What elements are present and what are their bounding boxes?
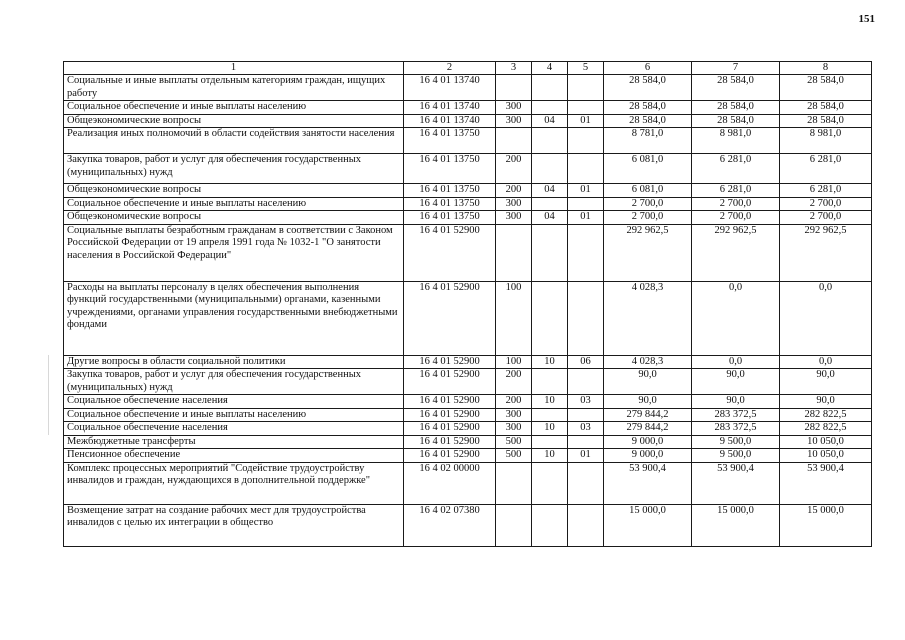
cell-name: Социальное обеспечение и иные выплаты населению xyxy=(64,197,404,211)
cell-amount-year-2: 8 981,0 xyxy=(692,128,780,154)
cell-expense-type: 300 xyxy=(496,422,532,436)
table-row xyxy=(64,75,872,101)
cell-amount-year-3: 53 900,4 xyxy=(780,462,872,504)
cell-subsection: 01 xyxy=(568,449,604,463)
cell-section xyxy=(532,101,568,115)
cell-target-article: 16 4 01 52900 xyxy=(404,449,496,463)
cell-amount-year-2: 283 372,5 xyxy=(692,408,780,422)
cell-target-article: 16 4 02 00000 xyxy=(404,462,496,504)
cell-name: Реализация иных полномочий в области содействия занятости населения xyxy=(64,128,404,154)
cell-subsection xyxy=(568,128,604,154)
cell-name: Общеэкономические вопросы xyxy=(64,114,404,128)
table-row xyxy=(64,395,872,409)
cell-section xyxy=(532,462,568,504)
cell-expense-type: 200 xyxy=(496,369,532,395)
cell-amount-year-2: 9 500,0 xyxy=(692,449,780,463)
cell-amount-year-2: 28 584,0 xyxy=(692,114,780,128)
cell-subsection: 03 xyxy=(568,395,604,409)
scan-margin-line xyxy=(48,355,49,435)
cell-name: Социальное обеспечение и иные выплаты населению xyxy=(64,408,404,422)
cell-target-article: 16 4 01 13750 xyxy=(404,154,496,184)
cell-target-article: 16 4 01 13750 xyxy=(404,197,496,211)
cell-name: Общеэкономические вопросы xyxy=(64,184,404,198)
cell-subsection xyxy=(568,435,604,449)
cell-amount-year-3: 282 822,5 xyxy=(780,408,872,422)
header-row xyxy=(64,62,872,75)
cell-amount-year-3: 28 584,0 xyxy=(780,75,872,101)
cell-name: Социальное обеспечение населения xyxy=(64,395,404,409)
cell-name: Социальное обеспечение населения xyxy=(64,422,404,436)
cell-subsection xyxy=(568,75,604,101)
cell-subsection: 01 xyxy=(568,114,604,128)
cell-section: 04 xyxy=(532,114,568,128)
cell-amount-year-1: 2 700,0 xyxy=(604,197,692,211)
cell-expense-type: 200 xyxy=(496,184,532,198)
cell-amount-year-3: 282 822,5 xyxy=(780,422,872,436)
cell-amount-year-2: 6 281,0 xyxy=(692,154,780,184)
cell-name: Социальные и иные выплаты отдельным категориям граждан, ищущих работу xyxy=(64,75,404,101)
cell-amount-year-2: 15 000,0 xyxy=(692,504,780,546)
cell-amount-year-1: 28 584,0 xyxy=(604,101,692,115)
cell-section xyxy=(532,504,568,546)
cell-amount-year-2: 0,0 xyxy=(692,355,780,369)
cell-subsection: 03 xyxy=(568,422,604,436)
cell-expense-type: 100 xyxy=(496,355,532,369)
cell-name: Другие вопросы в области социальной политики xyxy=(64,355,404,369)
cell-amount-year-3: 8 981,0 xyxy=(780,128,872,154)
cell-expense-type: 100 xyxy=(496,281,532,355)
cell-subsection xyxy=(568,369,604,395)
cell-name: Межбюджетные трансферты xyxy=(64,435,404,449)
cell-target-article: 16 4 01 52900 xyxy=(404,281,496,355)
cell-amount-year-2: 90,0 xyxy=(692,369,780,395)
cell-expense-type: 500 xyxy=(496,449,532,463)
cell-amount-year-2: 9 500,0 xyxy=(692,435,780,449)
cell-name: Возмещение затрат на создание рабочих мест для трудоустройства инвалидов с целью их интеграции в общество xyxy=(64,504,404,546)
cell-subsection xyxy=(568,224,604,281)
table-row xyxy=(64,211,872,225)
cell-amount-year-3: 6 281,0 xyxy=(780,184,872,198)
cell-amount-year-1: 9 000,0 xyxy=(604,435,692,449)
cell-expense-type: 300 xyxy=(496,211,532,225)
cell-expense-type: 300 xyxy=(496,408,532,422)
cell-subsection: 06 xyxy=(568,355,604,369)
cell-name: Расходы на выплаты персоналу в целях обеспечения выполнения функций государственными (муниципальными) органами, казенными учреждениями, органами управления государственными внебюджетными фондами xyxy=(64,281,404,355)
cell-target-article: 16 4 01 52900 xyxy=(404,408,496,422)
cell-target-article: 16 4 01 13750 xyxy=(404,184,496,198)
table-row xyxy=(64,128,872,154)
cell-amount-year-1: 2 700,0 xyxy=(604,211,692,225)
cell-subsection: 01 xyxy=(568,211,604,225)
cell-section xyxy=(532,224,568,281)
cell-subsection xyxy=(568,101,604,115)
cell-amount-year-1: 15 000,0 xyxy=(604,504,692,546)
table-row xyxy=(64,197,872,211)
cell-section xyxy=(532,408,568,422)
cell-subsection xyxy=(568,462,604,504)
cell-amount-year-2: 6 281,0 xyxy=(692,184,780,198)
table-body xyxy=(64,75,872,547)
cell-expense-type xyxy=(496,504,532,546)
cell-amount-year-1: 8 781,0 xyxy=(604,128,692,154)
cell-amount-year-3: 292 962,5 xyxy=(780,224,872,281)
header-col-4: 4 xyxy=(532,62,568,75)
table-row xyxy=(64,408,872,422)
cell-amount-year-3: 10 050,0 xyxy=(780,449,872,463)
cell-section: 10 xyxy=(532,449,568,463)
cell-target-article: 16 4 01 13740 xyxy=(404,101,496,115)
cell-amount-year-1: 6 081,0 xyxy=(604,154,692,184)
header-col-2: 2 xyxy=(404,62,496,75)
cell-target-article: 16 4 01 52900 xyxy=(404,422,496,436)
cell-amount-year-3: 0,0 xyxy=(780,281,872,355)
cell-amount-year-2: 53 900,4 xyxy=(692,462,780,504)
cell-section xyxy=(532,435,568,449)
cell-target-article: 16 4 01 13750 xyxy=(404,128,496,154)
table-row xyxy=(64,435,872,449)
table-row xyxy=(64,422,872,436)
header-col-5: 5 xyxy=(568,62,604,75)
table-row xyxy=(64,101,872,115)
cell-subsection xyxy=(568,504,604,546)
cell-name: Социальное обеспечение и иные выплаты населению xyxy=(64,101,404,115)
cell-amount-year-3: 15 000,0 xyxy=(780,504,872,546)
cell-amount-year-1: 4 028,3 xyxy=(604,355,692,369)
cell-expense-type xyxy=(496,224,532,281)
cell-name: Пенсионное обеспечение xyxy=(64,449,404,463)
table-row xyxy=(64,184,872,198)
cell-expense-type xyxy=(496,128,532,154)
table-row xyxy=(64,449,872,463)
cell-subsection xyxy=(568,408,604,422)
cell-target-article: 16 4 01 52900 xyxy=(404,435,496,449)
cell-section: 04 xyxy=(532,184,568,198)
cell-amount-year-2: 2 700,0 xyxy=(692,211,780,225)
cell-amount-year-1: 279 844,2 xyxy=(604,422,692,436)
cell-section xyxy=(532,197,568,211)
cell-amount-year-1: 279 844,2 xyxy=(604,408,692,422)
cell-amount-year-2: 292 962,5 xyxy=(692,224,780,281)
cell-amount-year-1: 90,0 xyxy=(604,369,692,395)
cell-amount-year-2: 2 700,0 xyxy=(692,197,780,211)
cell-amount-year-3: 2 700,0 xyxy=(780,197,872,211)
cell-section xyxy=(532,154,568,184)
cell-subsection: 01 xyxy=(568,184,604,198)
cell-amount-year-1: 9 000,0 xyxy=(604,449,692,463)
cell-target-article: 16 4 01 13740 xyxy=(404,75,496,101)
table-row xyxy=(64,114,872,128)
cell-target-article: 16 4 02 07380 xyxy=(404,504,496,546)
cell-name: Комплекс процессных мероприятий "Содействие трудоустройству инвалидов и граждан, нуждающихся в дополнительной поддержке" xyxy=(64,462,404,504)
cell-expense-type: 300 xyxy=(496,197,532,211)
cell-amount-year-3: 90,0 xyxy=(780,395,872,409)
cell-amount-year-3: 2 700,0 xyxy=(780,211,872,225)
cell-expense-type: 200 xyxy=(496,395,532,409)
cell-amount-year-3: 6 281,0 xyxy=(780,154,872,184)
cell-target-article: 16 4 01 52900 xyxy=(404,224,496,281)
cell-expense-type: 500 xyxy=(496,435,532,449)
cell-target-article: 16 4 01 13740 xyxy=(404,114,496,128)
cell-section xyxy=(532,369,568,395)
cell-amount-year-1: 4 028,3 xyxy=(604,281,692,355)
header-col-6: 6 xyxy=(604,62,692,75)
cell-amount-year-1: 90,0 xyxy=(604,395,692,409)
cell-section: 10 xyxy=(532,355,568,369)
table-row xyxy=(64,224,872,281)
header-col-3: 3 xyxy=(496,62,532,75)
table-row xyxy=(64,369,872,395)
header-col-7: 7 xyxy=(692,62,780,75)
cell-amount-year-3: 28 584,0 xyxy=(780,101,872,115)
cell-amount-year-1: 6 081,0 xyxy=(604,184,692,198)
table-row xyxy=(64,504,872,546)
cell-subsection xyxy=(568,281,604,355)
cell-target-article: 16 4 01 52900 xyxy=(404,355,496,369)
cell-expense-type xyxy=(496,75,532,101)
cell-amount-year-3: 0,0 xyxy=(780,355,872,369)
cell-amount-year-3: 28 584,0 xyxy=(780,114,872,128)
cell-amount-year-1: 292 962,5 xyxy=(604,224,692,281)
cell-section xyxy=(532,281,568,355)
cell-section: 10 xyxy=(532,395,568,409)
cell-expense-type xyxy=(496,462,532,504)
header-col-1: 1 xyxy=(64,62,404,75)
cell-expense-type: 200 xyxy=(496,154,532,184)
budget-table xyxy=(63,61,872,547)
table-row xyxy=(64,281,872,355)
cell-expense-type: 300 xyxy=(496,114,532,128)
cell-amount-year-1: 28 584,0 xyxy=(604,114,692,128)
cell-name: Общеэкономические вопросы xyxy=(64,211,404,225)
cell-amount-year-2: 0,0 xyxy=(692,281,780,355)
header-col-8: 8 xyxy=(780,62,872,75)
cell-section xyxy=(532,75,568,101)
cell-amount-year-2: 283 372,5 xyxy=(692,422,780,436)
cell-amount-year-1: 28 584,0 xyxy=(604,75,692,101)
cell-section xyxy=(532,128,568,154)
cell-name: Закупка товаров, работ и услуг для обеспечения государственных (муниципальных) нужд xyxy=(64,154,404,184)
cell-expense-type: 300 xyxy=(496,101,532,115)
cell-subsection xyxy=(568,154,604,184)
table-row xyxy=(64,355,872,369)
cell-name: Социальные выплаты безработным гражданам в соответствии с Законом Российской Федерации от 19 апреля 1991 года № 1032-1 "О занятости населения в Российской Федерации" xyxy=(64,224,404,281)
cell-section: 04 xyxy=(532,211,568,225)
table-row xyxy=(64,154,872,184)
cell-target-article: 16 4 01 52900 xyxy=(404,369,496,395)
cell-amount-year-2: 90,0 xyxy=(692,395,780,409)
cell-amount-year-1: 53 900,4 xyxy=(604,462,692,504)
page-number: 151 xyxy=(858,13,875,25)
cell-target-article: 16 4 01 13750 xyxy=(404,211,496,225)
cell-amount-year-2: 28 584,0 xyxy=(692,75,780,101)
cell-amount-year-3: 10 050,0 xyxy=(780,435,872,449)
table-row xyxy=(64,462,872,504)
cell-name: Закупка товаров, работ и услуг для обеспечения государственных (муниципальных) нужд xyxy=(64,369,404,395)
cell-amount-year-2: 28 584,0 xyxy=(692,101,780,115)
cell-target-article: 16 4 01 52900 xyxy=(404,395,496,409)
cell-section: 10 xyxy=(532,422,568,436)
cell-amount-year-3: 90,0 xyxy=(780,369,872,395)
cell-subsection xyxy=(568,197,604,211)
